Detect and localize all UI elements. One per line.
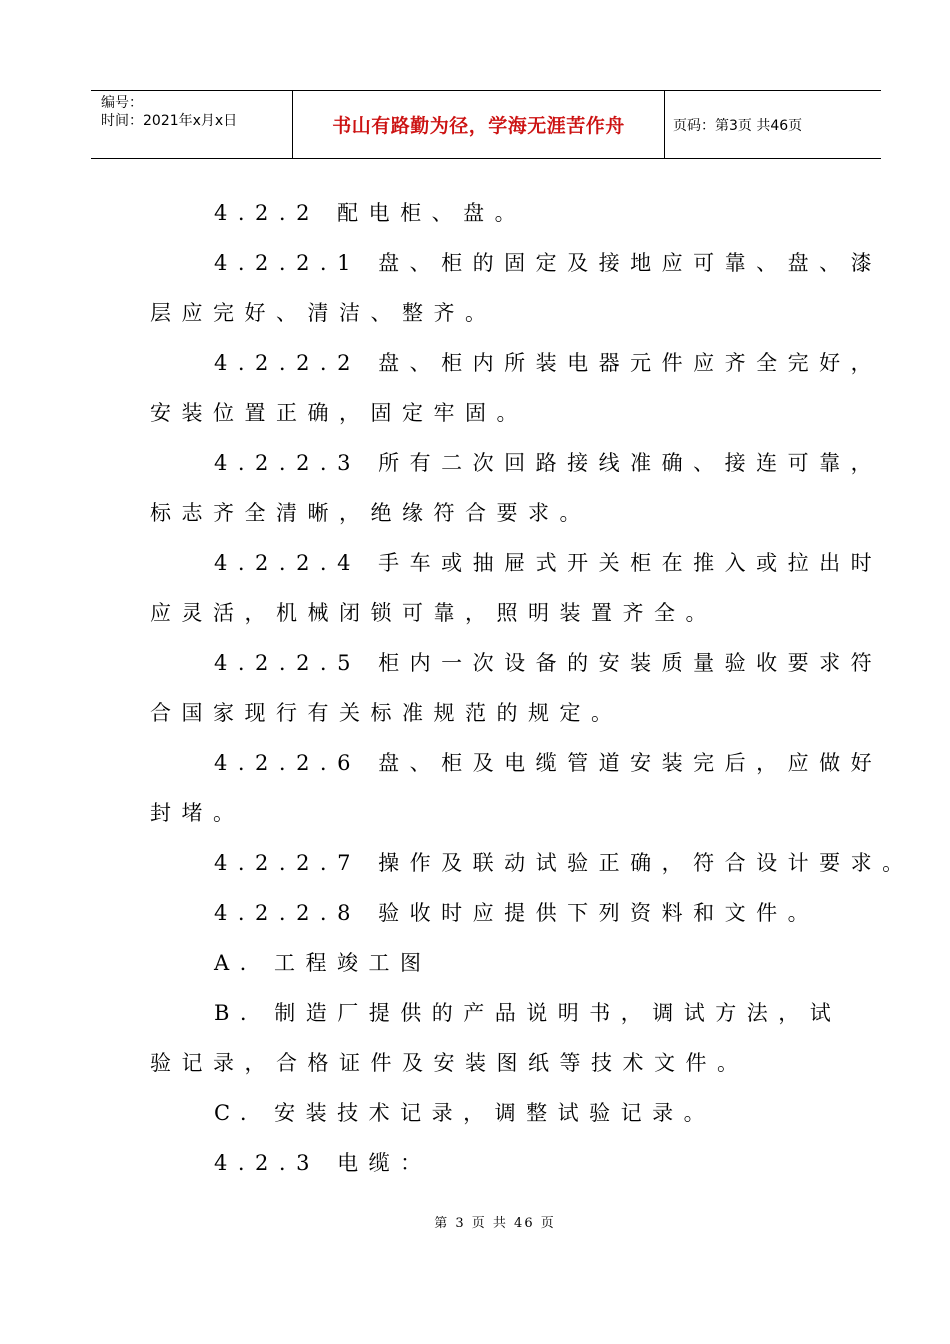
paragraph-line: 验记录，合格证件及安装图纸等技术文件。: [150, 1051, 749, 1075]
paragraph-line: 安装位置正确，固定牢固。: [150, 401, 528, 425]
document-time-label: 时间：2021年x月x日: [101, 113, 238, 129]
paragraph-line: 层应完好、清洁、整齐。: [150, 301, 497, 325]
header-meta: [91, 91, 293, 158]
paragraph-line: A. 工程竣工图: [214, 951, 432, 975]
paragraph-line: 4.2.2 配电柜、盘。: [214, 201, 527, 225]
paragraph-line: 4.2.2.5 柜内一次设备的安装质量验收要求符: [214, 651, 883, 675]
paragraph-line: 4.2.2.8 验收时应提供下列资料和文件。: [214, 901, 820, 925]
paragraph-line: 封堵。: [150, 801, 245, 825]
paragraph-line: B. 制造厂提供的产品说明书，调试方法，试: [214, 1001, 842, 1025]
paragraph-line: 标志齐全清晰，绝缘符合要求。: [150, 501, 591, 525]
paragraph-line: 应灵活，机械闭锁可靠，照明装置齐全。: [150, 601, 717, 625]
paragraph-line: 4.2.2.2 盘、柜内所装电器元件应齐全完好，: [214, 351, 883, 375]
document-body: [150, 192, 914, 1192]
page-footer: 第 3 页 共 46 页: [434, 1216, 556, 1231]
paragraph-line: 4.2.2.1 盘、柜的固定及接地应可靠、盘、漆: [214, 251, 883, 275]
paragraph-line: 4.2.2.3 所有二次回路接线准确、接连可靠，: [214, 451, 883, 475]
paragraph-line: C. 安装技术记录，调整试验记录。: [214, 1101, 716, 1125]
page-header: [91, 90, 881, 159]
paragraph-line: 4.2.3 电缆：: [214, 1151, 432, 1175]
paragraph-line: 4.2.2.7 操作及联动试验正确，符合设计要求。: [214, 851, 914, 875]
paragraph-line: 4.2.2.4 手车或抽屉式开关柜在推入或拉出时: [214, 551, 883, 575]
header-motto: 书山有路勤为径，学海无涯苦作舟: [293, 91, 665, 158]
document-number-label: 编号：: [101, 95, 143, 111]
paragraph-line: 合国家现行有关标准规范的规定。: [150, 701, 623, 725]
header-page-code: 页码：第3页 共46页: [673, 117, 803, 134]
paragraph-line: 4.2.2.6 盘、柜及电缆管道安装完后，应做好: [214, 751, 883, 775]
